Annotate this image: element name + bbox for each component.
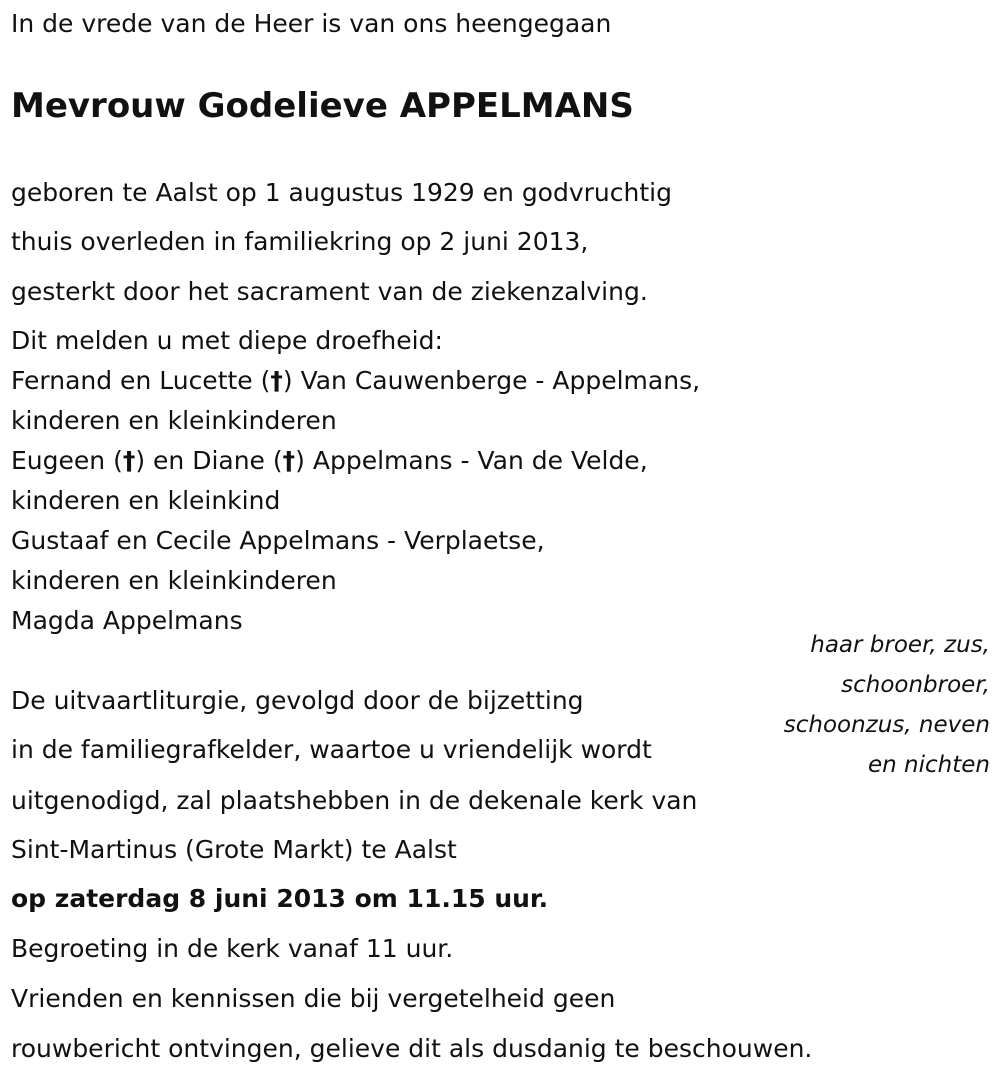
funeral-line-1: De uitvaartliturgie, gevolgd door de bijzetting xyxy=(11,686,584,715)
funeral-line-2: in de familiegrafkelder, waartoe u vriendelijk wordt xyxy=(11,735,652,764)
family-1-part-a: Fernand en Lucette ( xyxy=(11,366,271,395)
cross-icon: † xyxy=(282,446,296,475)
funeral-line-3: uitgenodigd, zal plaatshebben in de dekenale kerk van xyxy=(11,786,698,815)
funeral-date: op zaterdag 8 juni 2013 om 11.15 uur. xyxy=(11,884,549,913)
family-line-1 xyxy=(11,366,700,396)
family-line-2 xyxy=(11,446,648,476)
cross-icon: † xyxy=(270,366,283,395)
mourners-intro: Dit melden u met diepe droefheid: xyxy=(11,326,443,355)
death-line: thuis overleden in familiekring op 2 juni 2013, xyxy=(11,227,589,256)
relation-line-1: haar broer, zus, xyxy=(810,632,990,658)
notice-line-1: Vrienden en kennissen die bij vergetelheid geen xyxy=(11,984,616,1013)
greeting-line: Begroeting in de kerk vanaf 11 uur. xyxy=(11,934,454,963)
relation-line-2: schoonbroer, xyxy=(841,672,990,698)
family-2-sub: kinderen en kleinkind xyxy=(11,486,281,515)
family-1-part-b: ) Van Cauwenberge - Appelmans, xyxy=(282,366,701,395)
notice-line-2: rouwbericht ontvingen, gelieve dit als dusdanig te beschouwen. xyxy=(11,1034,813,1063)
relation-line-3: schoonzus, neven xyxy=(783,712,990,738)
family-1-sub: kinderen en kleinkinderen xyxy=(11,406,337,435)
family-3-sub: kinderen en kleinkinderen xyxy=(11,566,337,595)
funeral-line-4: Sint-Martinus (Grote Markt) te Aalst xyxy=(11,835,457,864)
relation-line-4: en nichten xyxy=(868,752,990,778)
family-2-part-a: Eugeen ( xyxy=(11,446,123,475)
birth-line: geboren te Aalst op 1 augustus 1929 en godvruchtig xyxy=(11,178,672,207)
family-2-part-c: ) Appelmans - Van de Velde, xyxy=(295,446,648,475)
sacrament-line: gesterkt door het sacrament van de ziekenzalving. xyxy=(11,277,648,306)
intro-text: In de vrede van de Heer is van ons heengegaan xyxy=(11,9,612,38)
deceased-name: Mevrouw Godelieve APPELMANS xyxy=(11,86,634,126)
cross-icon: † xyxy=(122,446,136,475)
family-line-3: Gustaaf en Cecile Appelmans - Verplaetse, xyxy=(11,526,545,555)
family-2-part-b: ) en Diane ( xyxy=(135,446,283,475)
family-line-4: Magda Appelmans xyxy=(11,606,243,635)
